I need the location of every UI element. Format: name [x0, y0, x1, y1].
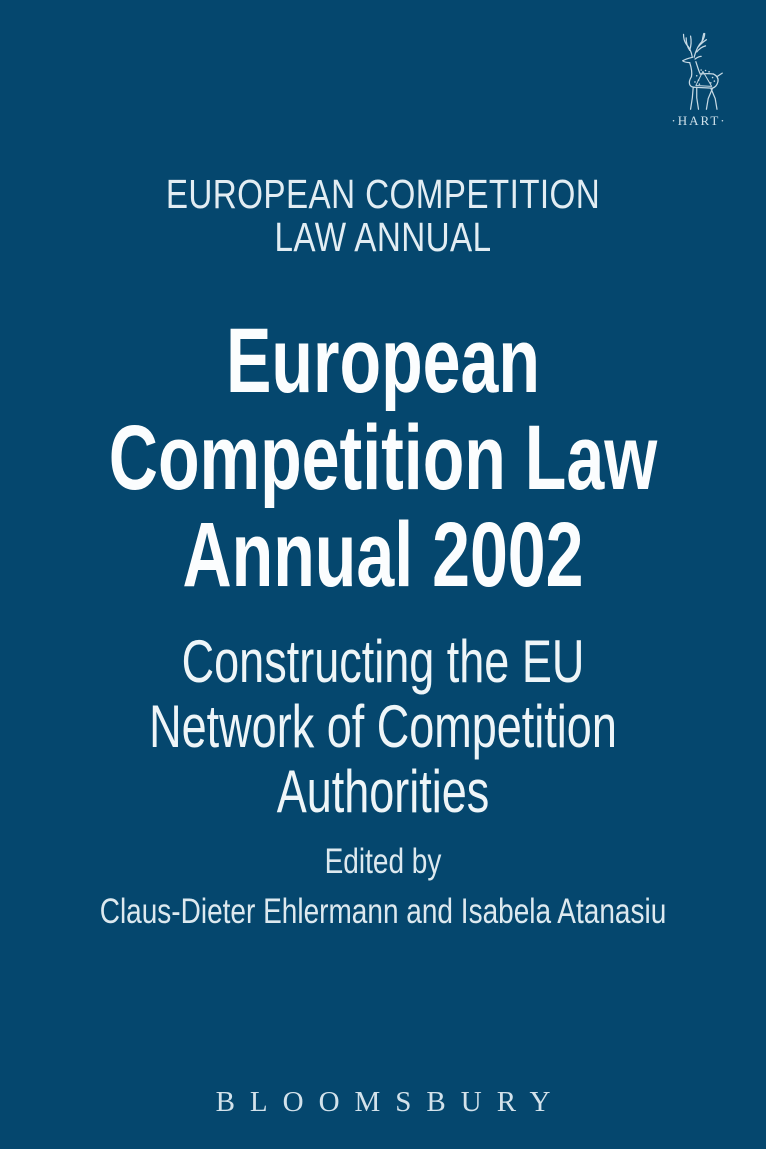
book-subtitle: [96, 629, 671, 824]
hart-publisher-logo: [646, 30, 750, 129]
series-title-line-1: EUROPEAN COMPETITION: [165, 171, 601, 217]
series-title: [73, 173, 693, 259]
series-title-line-2: LAW ANNUAL: [274, 214, 492, 260]
hart-logo-label: ·HART·: [671, 113, 727, 128]
book-title: [100, 310, 667, 606]
book-title-line-3: Annual 2002: [182, 504, 584, 606]
bloomsbury-publisher-wordmark: BLOOMSBURY: [215, 1086, 566, 1118]
stag-icon: [672, 30, 725, 111]
book-subtitle-line-2: Network of Competition: [149, 693, 617, 760]
edited-by-label: Edited by: [324, 842, 442, 881]
editors-names: Claus-Dieter Ehlermann and Isabela Atanasiu: [99, 892, 667, 931]
book-subtitle-line-1: Constructing the EU: [181, 628, 585, 695]
book-title-line-1: European: [226, 310, 540, 412]
book-subtitle-line-3: Authorities: [276, 758, 490, 825]
book-title-line-2: Competition Law: [108, 407, 658, 509]
